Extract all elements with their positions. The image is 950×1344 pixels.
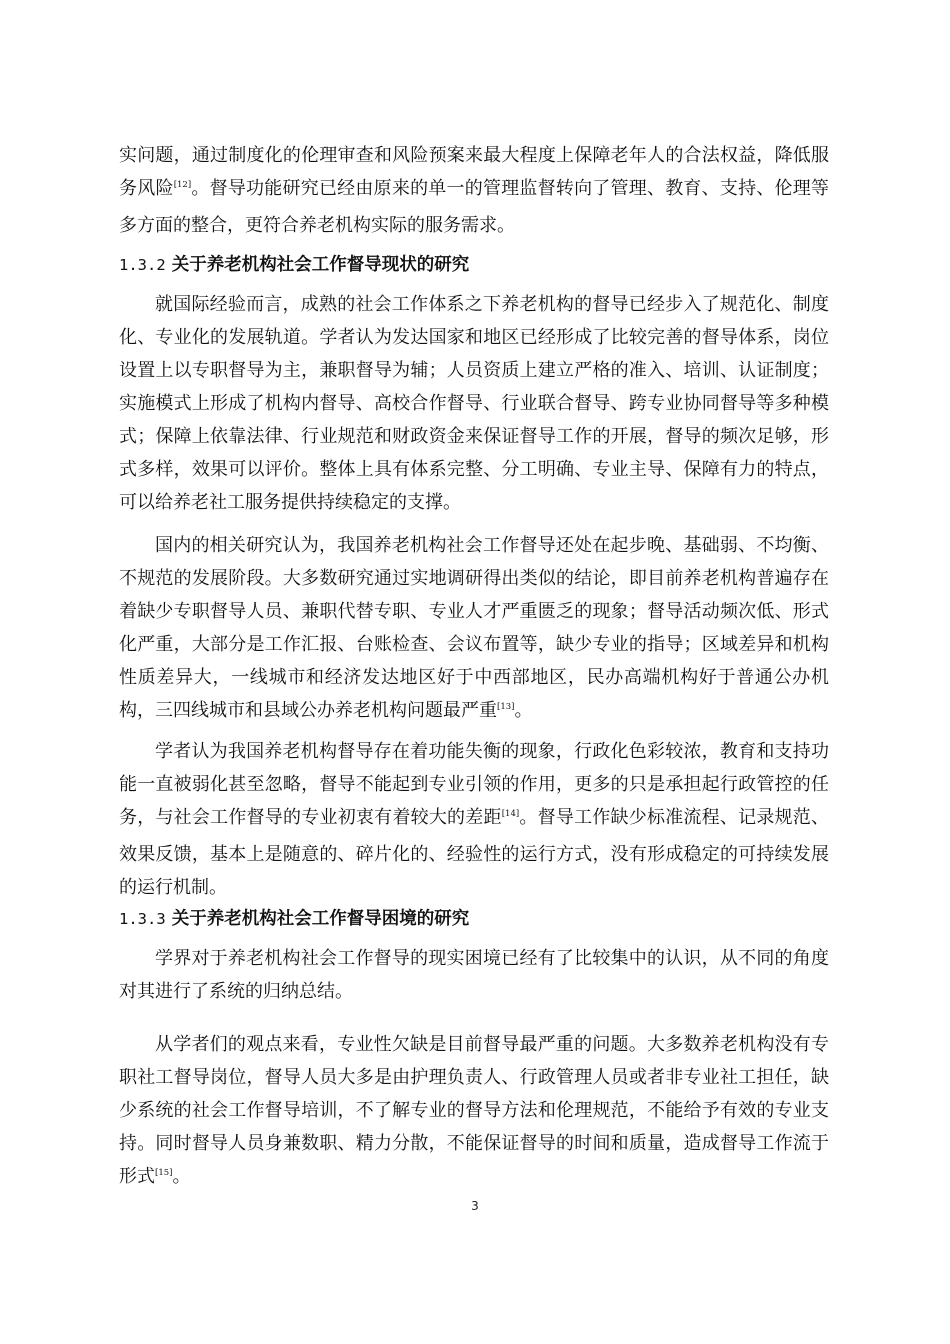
paragraph-function-imbalance — [119, 735, 829, 904]
paragraph-text — [119, 139, 829, 242]
section-title: 关于养老机构社会工作督导现状的研究 — [171, 255, 470, 275]
section-number: 1.3.2 — [119, 256, 166, 274]
paragraph-text-part: 从学者们的观点来看，专业性欠缺是目前督导最严重的问题。大多数养老机构没有专职社工督导岗位，督导人员大多是由护理负责人、行政管理人员或者非专业社工担任，缺少系统的社会工作督导培训，不了解专业的督导方法和伦理规范，不能给予有效的专业支持。同时督导人员身兼数职、精力分散，不能保证督导的时间和质量，造成督导工作流于形式 — [119, 1034, 829, 1187]
paragraph-text — [119, 735, 829, 904]
paragraph-professionalism-gap — [119, 1028, 829, 1197]
paragraph-continuation — [119, 139, 829, 242]
citation-ref: [13] — [497, 702, 515, 712]
paragraph-text-part: 。督导工作缺少标准流程、记录规范、效果反馈，基本上是随意的、碎片化的、经验性的运行方式，没有形成稳定的可持续发展的运行机制。 — [119, 807, 830, 898]
paragraph-text-part: 。 — [514, 700, 533, 721]
paragraph-text-part: 国内的相关研究认为，我国养老机构社会工作督导还处在起步晚、基础弱、不均衡、不规范的发展阶段。大多数研究通过实地调研得出类似的结论，即目前养老机构普遍存在着缺少专职督导人员、兼职代替专职、专业人才严重匮乏的现象；督导活动频次低、形式化严重，大部分是工作汇报、台账检查、会议布置等，缺少专业的指导；区域差异和机构性质差异大，一线城市和经济发达地区好于中西部地区，民办高端机构好于普通公办机构，三四线城市和县域公办养老机构问题最严重 — [119, 535, 829, 721]
paragraph-domestic-research — [119, 529, 829, 731]
paragraph-text-part: 学者认为我国养老机构督导存在着功能失衡的现象，行政化色彩较浓，教育和支持功能一直被弱化甚至忽略，督导不能起到专业引领的作用，更多的只是承担起行政管控的任务，与社会工作督导的专业初衷有着较大的差距 — [119, 741, 829, 828]
section-title: 关于养老机构社会工作督导困境的研究 — [171, 909, 470, 929]
paragraph-text — [119, 1028, 829, 1197]
citation-ref: [12] — [173, 180, 192, 190]
paragraph-academic-consensus — [119, 942, 829, 1008]
paragraph-international-experience — [119, 288, 829, 519]
paragraph-text — [119, 529, 829, 731]
paragraph-text-part: 。 — [172, 1166, 191, 1187]
page-number: 3 — [471, 1199, 479, 1213]
section-heading-1-3-2 — [119, 253, 469, 277]
section-heading-1-3-3 — [119, 907, 469, 931]
citation-ref: [14] — [501, 809, 520, 819]
citation-ref: [15] — [155, 1168, 173, 1178]
paragraph-text-part: 。督导功能研究已经由原来的单一的管理监督转向了管理、教育、支持、伦理等多方面的整合，更符合养老机构实际的服务需求。 — [119, 178, 830, 236]
section-number: 1.3.3 — [119, 910, 166, 928]
paragraph-text: 就国际经验而言，成熟的社会工作体系之下养老机构的督导已经步入了规范化、制度化、专业化的发展轨道。学者认为发达国家和地区已经形成了比较完善的督导体系，岗位设置上以专职督导为主，兼职督导为辅；人员资质上建立严格的准入、培训、认证制度；实施模式上形成了机构内督导、高校合作督导、行业联合督导、跨专业协同督导等多种模式；保障上依靠法律、行业规范和财政资金来保证督导工作的开展，督导的频次足够，形式多样，效果可以评价。整体上具有体系完整、分工明确、专业主导、保障有力的特点，可以给养老社工服务提供持续稳定的支撑。 — [119, 294, 829, 513]
paragraph-text-part: 实问题，通过制度化的伦理审查和风险预案来最大程度上保障老年人的合法权益，降低服务风险 — [119, 145, 829, 199]
paragraph-text: 学界对于养老机构社会工作督导的现实困境已经有了比较集中的认识，从不同的角度对其进行了系统的归纳总结。 — [119, 948, 829, 1002]
